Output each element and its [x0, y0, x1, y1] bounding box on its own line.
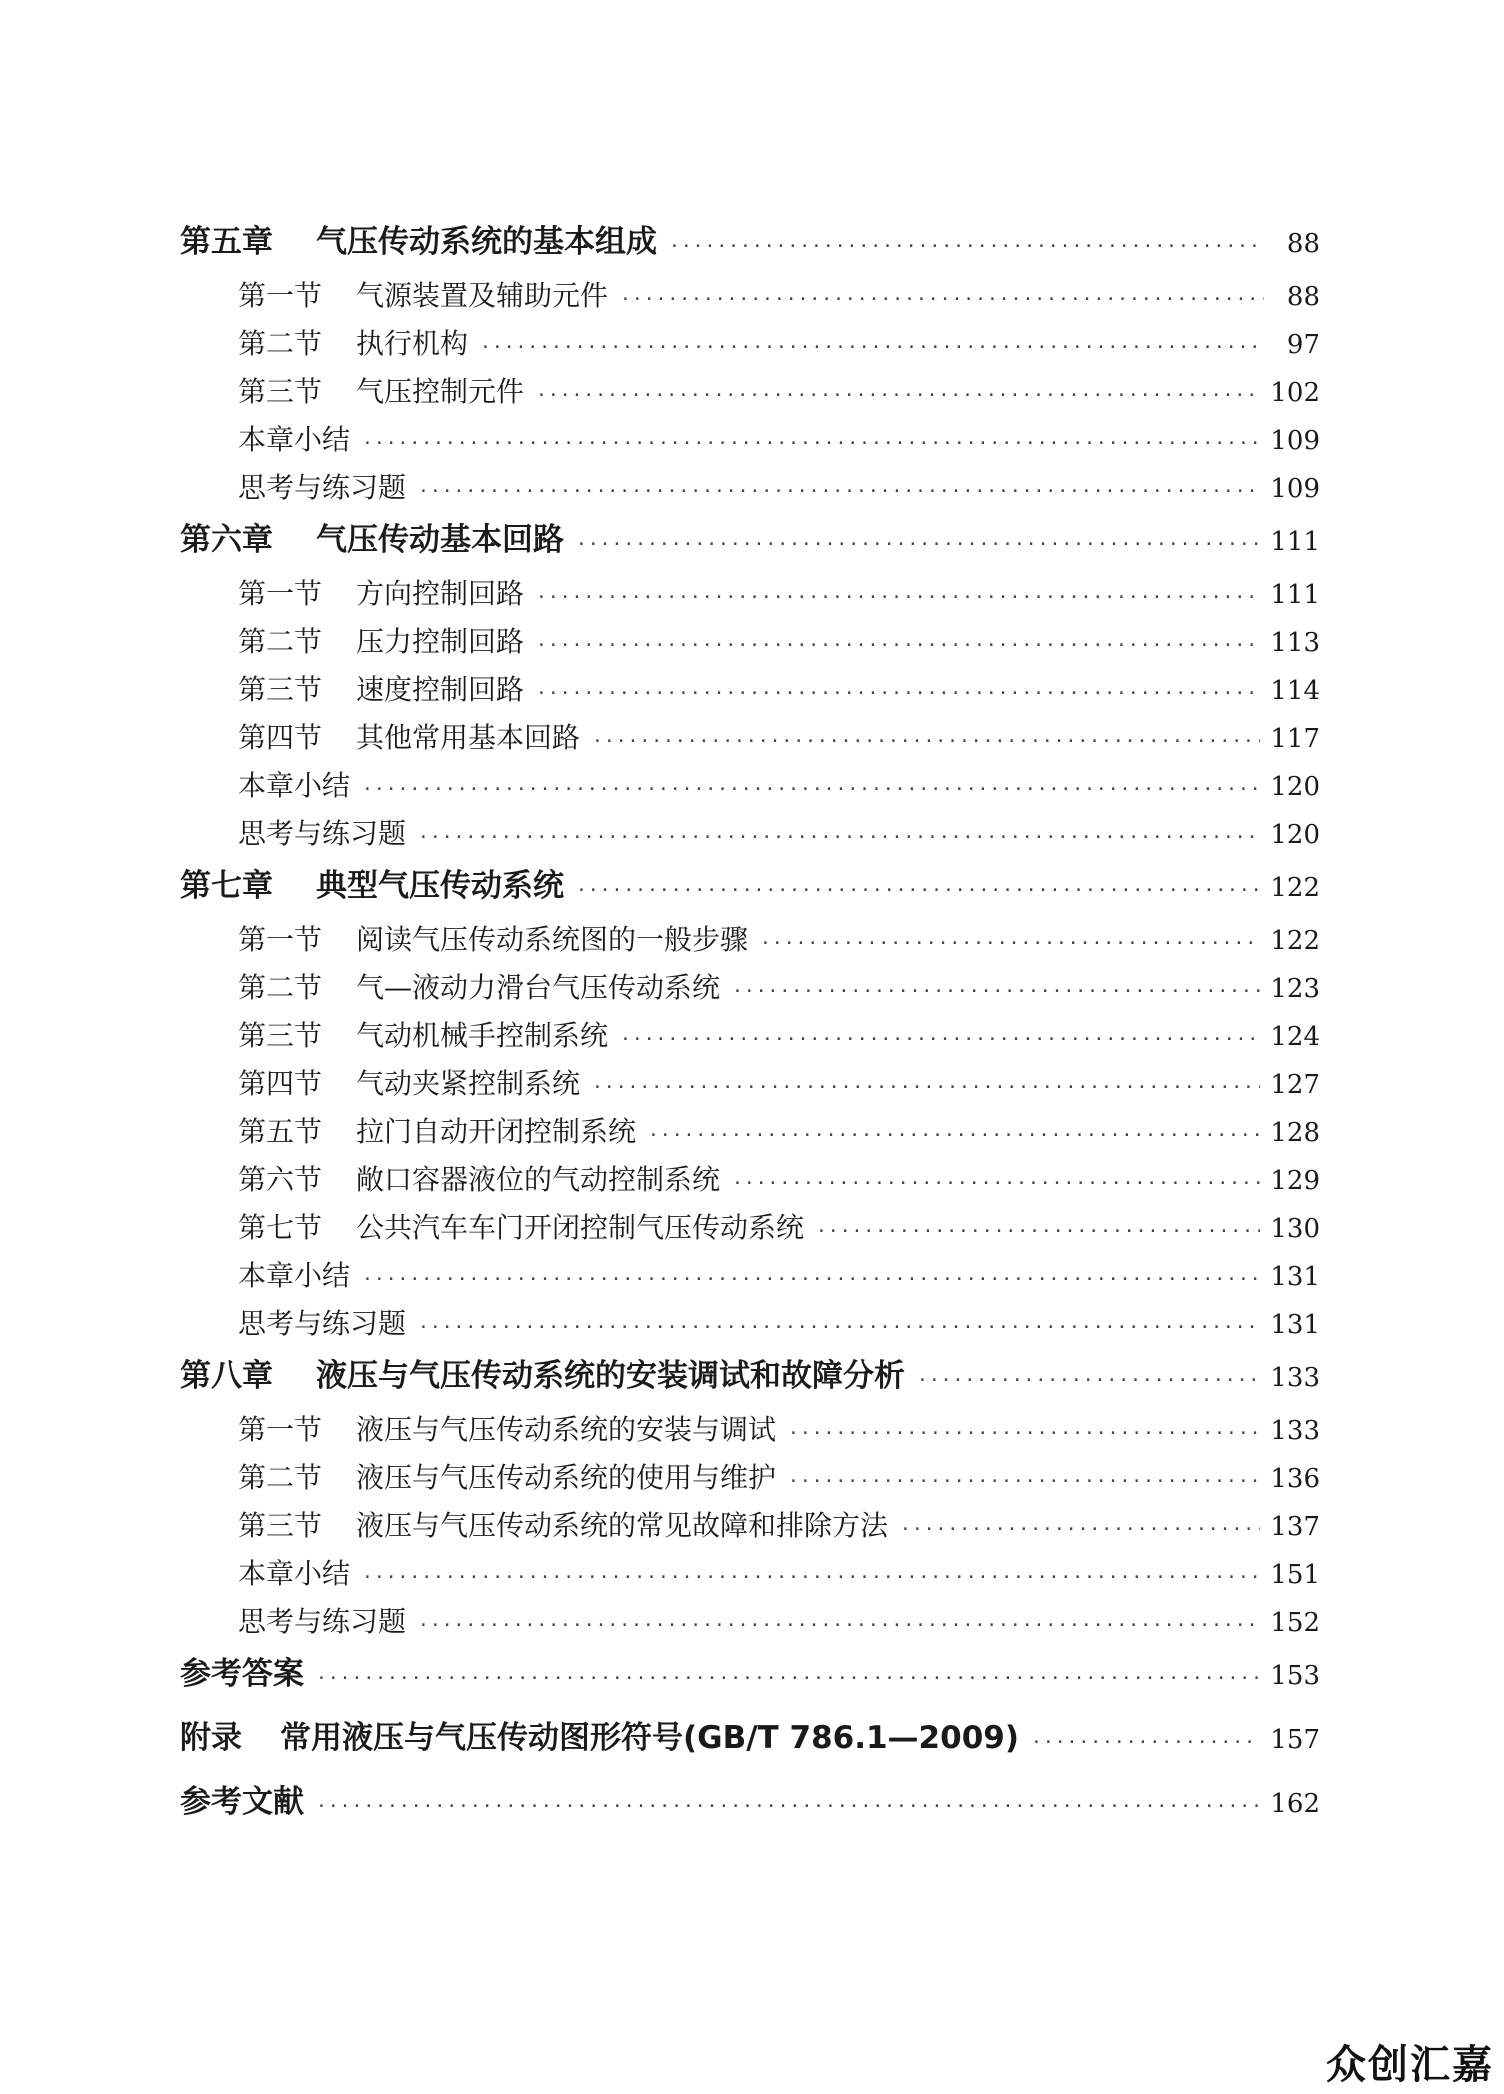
section-title: 公共汽车车门开闭控制气压传动系统 [356, 1211, 805, 1244]
table-of-contents [180, 216, 1320, 1840]
section-title: 执行机构 [356, 327, 469, 360]
dot-leader [917, 1370, 1260, 1391]
section-label: 第一节 [238, 1413, 323, 1446]
chapter-title: 气压传动基本回路 [316, 522, 564, 558]
section-title: 敞口容器液位的气动控制系统 [356, 1163, 721, 1196]
toc-chapter-6[interactable] [180, 514, 1320, 572]
section-title: 本章小结 [238, 1259, 351, 1292]
dot-leader [620, 289, 1264, 310]
section-label: 第三节 [238, 673, 323, 706]
toc-chapter-8[interactable] [180, 1350, 1320, 1408]
section-label: 第一节 [238, 923, 323, 956]
section-title: 速度控制回路 [356, 673, 525, 706]
section-title: 阅读气压传动系统图的一般步骤 [356, 923, 749, 956]
page-number: 122 [1270, 873, 1320, 903]
section-label: 第三节 [238, 375, 323, 408]
dot-leader [316, 1668, 1260, 1689]
section-label: 第五节 [238, 1115, 323, 1148]
page-number: 88 [1286, 229, 1320, 259]
toc-section-exercises[interactable] [180, 1302, 1320, 1350]
page-number: 128 [1270, 1118, 1320, 1148]
toc-answers[interactable] [180, 1648, 1320, 1712]
section-title: 思考与练习题 [238, 1307, 407, 1340]
section-label: 第六节 [238, 1163, 323, 1196]
toc-section-summary[interactable] [180, 418, 1320, 466]
toc-section[interactable] [180, 572, 1320, 620]
toc-section[interactable] [180, 1456, 1320, 1504]
toc-section[interactable] [180, 1206, 1320, 1254]
toc-section[interactable] [180, 1504, 1320, 1552]
section-label: 第七节 [238, 1211, 323, 1244]
section-label: 第三节 [238, 1509, 323, 1542]
page-number: 136 [1270, 1464, 1320, 1494]
toc-section-exercises[interactable] [180, 812, 1320, 860]
page-number: 131 [1270, 1310, 1320, 1340]
section-title: 液压与气压传动系统的安装与调试 [356, 1413, 777, 1446]
dot-leader [316, 1796, 1260, 1817]
toc-section-exercises[interactable] [180, 466, 1320, 514]
dot-leader [362, 1269, 1260, 1290]
dot-leader [788, 1471, 1260, 1492]
section-title: 方向控制回路 [356, 577, 525, 610]
page-number: 151 [1270, 1560, 1320, 1590]
dot-leader [760, 933, 1260, 954]
toc-chapter-5[interactable] [180, 216, 1320, 274]
dot-leader [362, 779, 1260, 800]
section-title: 本章小结 [238, 769, 351, 802]
page-number: 131 [1270, 1262, 1320, 1292]
toc-chapter-7[interactable] [180, 860, 1320, 918]
chapter-label: 第七章 [180, 868, 273, 904]
section-title: 其他常用基本回路 [356, 721, 581, 754]
section-title: 气动夹紧控制系统 [356, 1067, 581, 1100]
dot-leader [418, 827, 1260, 848]
chapter-label: 第五章 [180, 224, 273, 260]
section-label: 第三节 [238, 1019, 323, 1052]
page-number: 111 [1270, 580, 1320, 610]
page-number: 120 [1270, 772, 1320, 802]
toc-section[interactable] [180, 370, 1320, 418]
page-number: 129 [1270, 1166, 1320, 1196]
section-title: 思考与练习题 [238, 817, 407, 850]
dot-leader [816, 1221, 1260, 1242]
toc-section[interactable] [180, 1014, 1320, 1062]
section-label: 第一节 [238, 577, 323, 610]
page-number: 124 [1270, 1022, 1320, 1052]
dot-leader [418, 481, 1260, 502]
section-title: 压力控制回路 [356, 625, 525, 658]
section-title: 思考与练习题 [238, 471, 407, 504]
section-label: 第一节 [238, 279, 323, 312]
page-number: 97 [1286, 330, 1320, 360]
chapter-title: 参考文献 [180, 1784, 304, 1820]
toc-references[interactable] [180, 1776, 1320, 1840]
dot-leader [362, 433, 1260, 454]
page-number: 111 [1270, 527, 1320, 557]
toc-section[interactable] [180, 620, 1320, 668]
dot-leader [536, 385, 1260, 406]
toc-section-summary[interactable] [180, 764, 1320, 812]
watermark-logo: 众创汇嘉 [1326, 2042, 1494, 2088]
dot-leader [669, 236, 1264, 257]
toc-section[interactable] [180, 668, 1320, 716]
dot-leader [536, 587, 1260, 608]
section-title: 气压控制元件 [356, 375, 525, 408]
chapter-title: 常用液压与气压传动图形符号(GB/T 786.1—2009) [280, 1720, 1020, 1756]
toc-section[interactable] [180, 274, 1320, 322]
page-number: 109 [1270, 426, 1320, 456]
dot-leader [648, 1125, 1260, 1146]
chapter-title: 液压与气压传动系统的安装调试和故障分析 [316, 1358, 905, 1394]
page-number: 153 [1270, 1661, 1320, 1691]
dot-leader [536, 635, 1260, 656]
section-title: 本章小结 [238, 423, 351, 456]
chapter-title: 气压传动系统的基本组成 [316, 224, 657, 260]
section-title: 拉门自动开闭控制系统 [356, 1115, 637, 1148]
page-number: 114 [1270, 676, 1320, 706]
page-number: 133 [1270, 1416, 1320, 1446]
toc-section[interactable] [180, 1408, 1320, 1456]
chapter-label: 第八章 [180, 1358, 273, 1394]
section-title: 本章小结 [238, 1557, 351, 1590]
page-number: 152 [1270, 1608, 1320, 1638]
toc-section-summary[interactable] [180, 1254, 1320, 1302]
chapter-title: 参考答案 [180, 1656, 304, 1692]
dot-leader [592, 1077, 1260, 1098]
chapter-label: 第六章 [180, 522, 273, 558]
page-number: 102 [1270, 378, 1320, 408]
dot-leader [362, 1567, 1260, 1588]
section-label: 第四节 [238, 721, 323, 754]
toc-section[interactable] [180, 918, 1320, 966]
page-number: 162 [1270, 1789, 1320, 1819]
toc-section[interactable] [180, 966, 1320, 1014]
section-title: 气源装置及辅助元件 [356, 279, 609, 312]
section-label: 第四节 [238, 1067, 323, 1100]
dot-leader [418, 1615, 1260, 1636]
dot-leader [536, 683, 1260, 704]
chapter-label: 附录 [180, 1720, 242, 1756]
page-number: 127 [1270, 1070, 1320, 1100]
page-number: 117 [1270, 724, 1320, 754]
toc-section[interactable] [180, 1062, 1320, 1110]
dot-leader [620, 1029, 1260, 1050]
dot-leader [732, 981, 1260, 1002]
dot-leader [900, 1519, 1260, 1540]
dot-leader [732, 1173, 1260, 1194]
dot-leader [418, 1317, 1260, 1338]
toc-appendix[interactable] [180, 1712, 1320, 1776]
page-number: 123 [1270, 974, 1320, 1004]
page-number: 130 [1270, 1214, 1320, 1244]
section-label: 第二节 [238, 1461, 323, 1494]
toc-section-exercises[interactable] [180, 1600, 1320, 1648]
page-number: 109 [1270, 474, 1320, 504]
section-title: 思考与练习题 [238, 1605, 407, 1638]
dot-leader [576, 534, 1260, 555]
toc-section[interactable] [180, 1158, 1320, 1206]
section-title: 液压与气压传动系统的使用与维护 [356, 1461, 777, 1494]
page-number: 157 [1270, 1725, 1320, 1755]
section-title: 液压与气压传动系统的常见故障和排除方法 [356, 1509, 889, 1542]
page-number: 137 [1270, 1512, 1320, 1542]
toc-section-summary[interactable] [180, 1552, 1320, 1600]
dot-leader [576, 880, 1260, 901]
page-number: 113 [1270, 628, 1320, 658]
dot-leader [480, 337, 1264, 358]
section-title: 气动机械手控制系统 [356, 1019, 609, 1052]
toc-section[interactable] [180, 716, 1320, 764]
dot-leader [1031, 1732, 1260, 1753]
section-label: 第二节 [238, 625, 323, 658]
page-number: 120 [1270, 820, 1320, 850]
toc-section[interactable] [180, 322, 1320, 370]
page-number: 133 [1270, 1363, 1320, 1393]
dot-leader [788, 1423, 1260, 1444]
section-label: 第二节 [238, 327, 323, 360]
page-number: 88 [1286, 282, 1320, 312]
section-label: 第二节 [238, 971, 323, 1004]
toc-section[interactable] [180, 1110, 1320, 1158]
chapter-title: 典型气压传动系统 [316, 868, 564, 904]
page-number: 122 [1270, 926, 1320, 956]
dot-leader [592, 731, 1260, 752]
section-title: 气—液动力滑台气压传动系统 [356, 971, 721, 1004]
